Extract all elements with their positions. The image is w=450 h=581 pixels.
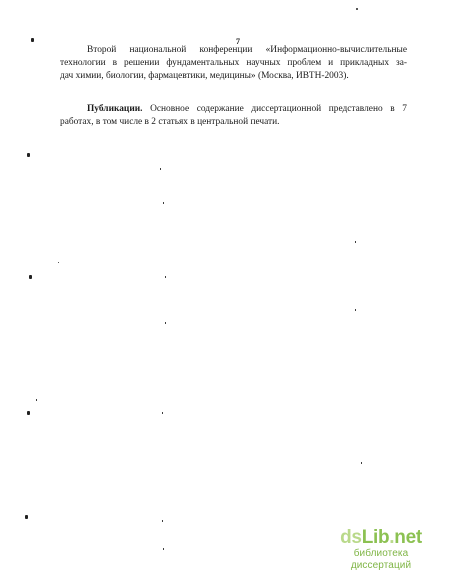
scan-speck (163, 548, 164, 550)
scan-speck (31, 38, 34, 42)
scan-speck (27, 153, 30, 157)
scan-speck (355, 241, 356, 243)
publications-heading: Публикации. (87, 104, 143, 114)
scan-speck (165, 276, 166, 278)
scan-speck (361, 462, 362, 464)
dslib-watermark (326, 528, 436, 572)
logo-lib: Lib (361, 527, 390, 548)
scan-speck (29, 275, 32, 279)
paragraph-conference (60, 44, 407, 83)
scan-speck (162, 520, 163, 522)
dslib-logo (326, 528, 436, 548)
scan-speck (25, 515, 28, 519)
dslib-subtitle: библиотека диссертаций (350, 548, 412, 571)
scan-speck (160, 168, 161, 170)
paragraph-line: технологии в решении фундаментальных научных проблем и прикладных за- (60, 58, 407, 68)
scan-speck (165, 322, 166, 324)
paragraph-line: дач химии, биологии, фармацевтики, медицины» (Москва, ИВТН-2003). (60, 71, 349, 81)
paragraph-publications (60, 103, 407, 129)
logo-net: net (394, 527, 422, 548)
scan-speck (162, 412, 163, 414)
scan-speck (163, 202, 164, 204)
logo-dot: . (389, 527, 395, 548)
scan-speck (58, 262, 59, 263)
scan-speck (27, 411, 30, 415)
publications-text: Основное содержание диссертационной представлено в 7 (150, 104, 407, 114)
scan-speck (36, 399, 37, 401)
scan-speck (355, 309, 356, 311)
page-number: 7 (236, 37, 240, 46)
scan-speck (356, 8, 358, 10)
logo-ds: ds (340, 527, 362, 548)
paragraph-line: работах, в том числе в 2 статьях в центральной печати. (60, 117, 280, 127)
paragraph-line (60, 103, 407, 116)
paragraph-line: Второй национальной конференции «Информационно-вычислительные (87, 45, 407, 55)
